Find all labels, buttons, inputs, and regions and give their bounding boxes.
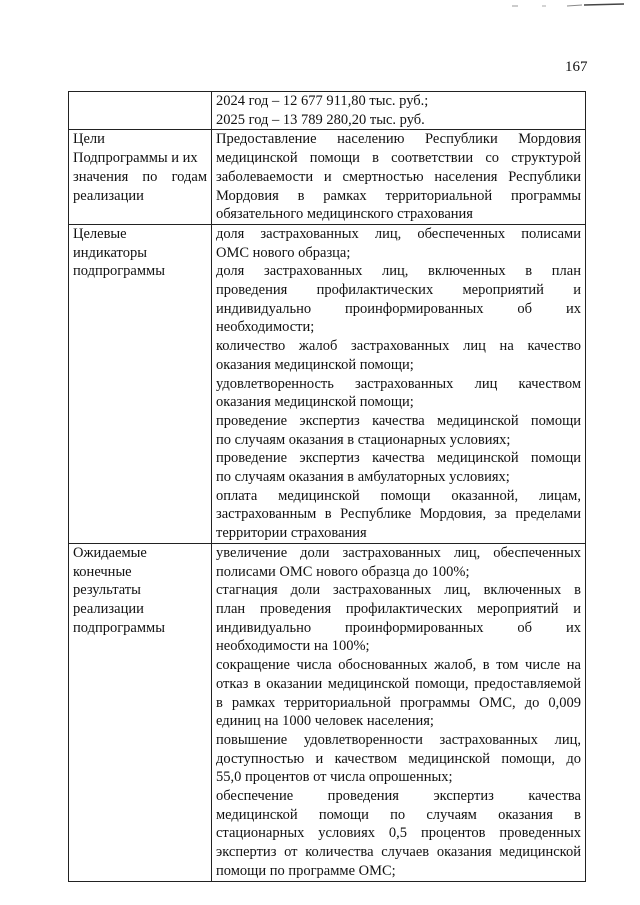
row-label-line: подпрограммы <box>73 263 165 280</box>
row-label-line: реализации <box>73 187 144 204</box>
row-label-cell <box>69 92 212 130</box>
row-content-line: доля застрахованных лиц, обеспеченных полисами <box>216 225 581 242</box>
row-content-line: количество жалоб застрахованных лиц на качество <box>216 338 581 355</box>
row-content-line: план проведения профилактических мероприятий и <box>216 600 581 617</box>
row-label-line: конечные <box>73 563 132 580</box>
row-label-line: результаты <box>73 582 141 599</box>
row-content-cell <box>212 130 586 225</box>
row-label-line: Целевые <box>73 225 127 242</box>
row-content-line: стационарных условиях 0,5 процентов проведенных <box>216 825 581 842</box>
passport-table <box>68 91 586 882</box>
row-content-line: увеличение доли застрахованных лиц, обеспеченных <box>216 544 581 561</box>
row-label-line: Подпрограммы и их <box>73 150 198 167</box>
row-content-line: удовлетворенность застрахованных лиц качеством <box>216 375 581 392</box>
row-content-line: доступностью и качеством медицинской помощи, до <box>216 750 581 767</box>
row-content-line: проведения профилактических мероприятий и <box>216 282 581 299</box>
row-content-line: медицинской помощи по случаям оказания в <box>216 806 581 823</box>
row-label-cell <box>69 224 212 543</box>
row-content-line: отказ в оказании медицинской помощи, предоставляемой <box>216 675 581 692</box>
row-content-line: в рамках территориальной программы ОМС, до 0,009 <box>216 694 581 711</box>
row-content-line: по случаям оказания в стационарных условиях; <box>216 431 511 448</box>
row-content-line: 2025 год – 13 789 280,20 тыс. руб. <box>216 111 425 128</box>
row-content-cell <box>212 543 586 881</box>
row-content-line: 55,0 процентов от числа опрошенных; <box>216 769 453 786</box>
row-content-line: Предоставление населению Республики Мордовия <box>216 131 581 148</box>
row-content-line: обеспечение проведения экспертиз качества <box>216 788 581 805</box>
row-content-line: по случаям оказания в амбулаторных условиях; <box>216 469 510 486</box>
row-content-line: обязательного медицинского страхования <box>216 206 473 223</box>
row-label-line: индикаторы <box>73 244 147 261</box>
row-label-line: реализации <box>73 600 144 617</box>
table-row <box>69 224 586 543</box>
row-content-line: проведение экспертиз качества медицинской помощи <box>216 450 581 467</box>
row-content-line: территории страхования <box>216 525 367 542</box>
row-content-line: 2024 год – 12 677 911,80 тыс. руб.; <box>216 93 429 109</box>
row-content-line: индивидуально проинформированных об их <box>216 619 581 636</box>
row-content-line: полисами ОМС нового образца до 100%; <box>216 563 470 580</box>
row-content-line: оказания медицинской помощи; <box>216 394 414 411</box>
row-label-line: подпрограммы <box>73 619 165 636</box>
row-content-line: Мордовия в рамках территориальной программы <box>216 187 581 204</box>
row-content-line: проведение экспертиз качества медицинской помощи <box>216 412 581 429</box>
row-label-cell <box>69 130 212 225</box>
row-content-line: медицинской помощи в соответствии со структурой <box>216 150 581 167</box>
row-content-line: застрахованным в Республике Мордовия, за пределами <box>216 506 581 523</box>
row-content-line: оплата медицинской помощи оказанной, лицам, <box>216 487 581 504</box>
row-content-line: повышение удовлетворенности застрахованных лиц, <box>216 731 581 748</box>
page-number: 167 <box>565 59 588 75</box>
row-content-line: стагнация доли застрахованных лиц, включенных в <box>216 582 581 599</box>
row-label-line: значения по годам <box>73 168 207 185</box>
row-label-line: Цели <box>73 131 105 148</box>
row-content-line: экспертиз от количества случаев оказания медицинской <box>216 844 581 861</box>
table-row <box>69 543 586 881</box>
row-content-line: единиц на 1000 человек населения; <box>216 713 434 730</box>
row-content-cell <box>212 224 586 543</box>
row-content-line: индивидуально проинформированных об их <box>216 300 581 317</box>
row-content-line: оказания медицинской помощи; <box>216 356 414 373</box>
row-label-line: Ожидаемые <box>73 544 147 561</box>
row-content-line: необходимости; <box>216 319 315 336</box>
row-label-cell <box>69 543 212 881</box>
row-content-line: заболеваемости и смертностью населения Республики <box>216 168 581 185</box>
table-row <box>69 130 586 225</box>
row-content-line: ОМС нового образца; <box>216 244 351 261</box>
row-content-cell <box>212 92 586 130</box>
row-content-line: помощи по программе ОМС; <box>216 862 396 879</box>
table-body <box>69 92 586 882</box>
row-content-line: сокращение числа обоснованных жалоб, в том числе на <box>216 657 581 674</box>
table-row <box>69 92 586 130</box>
row-content-line: необходимости на 100%; <box>216 638 370 655</box>
row-content-line: доля застрахованных лиц, включенных в план <box>216 263 581 280</box>
scan-artifact-mark <box>512 2 624 8</box>
